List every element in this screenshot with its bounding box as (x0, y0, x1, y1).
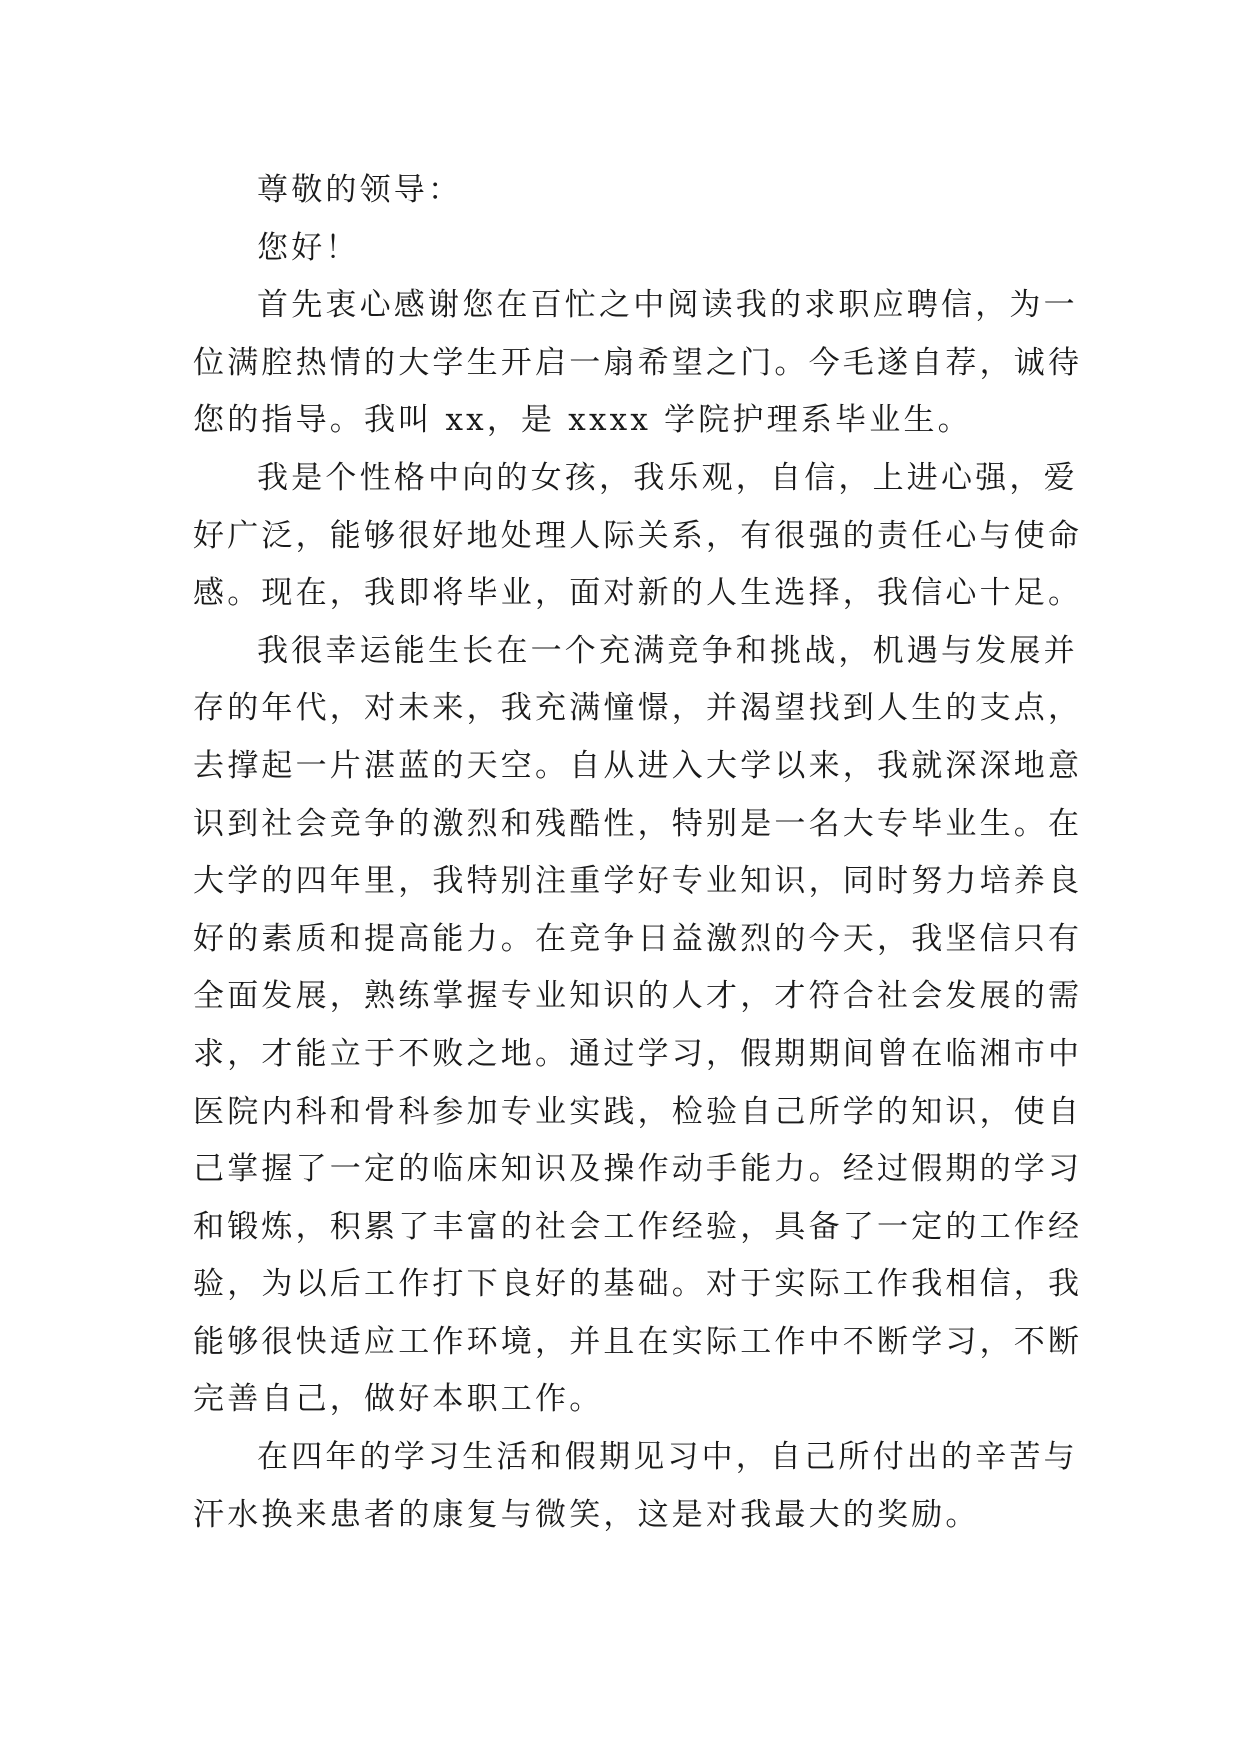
paragraph-2-line-1: 我是个性格中向的女孩，我乐观，自信，上进心强，爱 (257, 459, 1078, 496)
paragraph-2-line-2: 好广泛，能够很好地处理人际关系，有很强的责任心与使命 (193, 517, 1083, 554)
paragraph-3-line-6: 好的素质和提高能力。在竞争日益激烈的今天，我坚信只有 (193, 920, 1083, 957)
greeting: 您好！ (257, 229, 360, 266)
paragraph-3-line-7: 全面发展，熟练掌握专业知识的人才，才符合社会发展的需 (193, 978, 1083, 1015)
paragraph-1-line-1: 首先衷心感谢您在百忙之中阅读我的求职应聘信，为一 (257, 287, 1078, 324)
paragraph-4-line-1: 在四年的学习生活和假期见习中，自己所付出的辛苦与 (257, 1439, 1078, 1476)
paragraph-3-line-9: 医院内科和骨科参加专业实践，检验自己所学的知识，使自 (193, 1093, 1083, 1130)
paragraph-1-line-2: 位满腔热情的大学生开启一扇希望之门。今毛遂自荐，诚待 (193, 344, 1083, 381)
paragraph-4-line-2: 汗水换来患者的康复与微笑，这是对我最大的奖励。 (193, 1496, 980, 1533)
paragraph-3-line-4: 识到社会竞争的激烈和残酷性，特别是一名大专毕业生。在 (193, 805, 1083, 842)
salutation: 尊敬的领导： (257, 172, 463, 208)
paragraph-3-line-1: 我很幸运能生长在一个充满竞争和挑战，机遇与发展并 (257, 632, 1078, 669)
paragraph-3-line-11: 和锻炼，积累了丰富的社会工作经验，具备了一定的工作经 (193, 1208, 1083, 1245)
paragraph-1-line-3: 您的指导。我叫 xx，是 xxxx 学院护理系毕业生。 (193, 402, 972, 439)
paragraph-3-line-13: 能够很快适应工作环境，并且在实际工作中不断学习，不断 (193, 1323, 1083, 1360)
paragraph-3-line-14: 完善自己，做好本职工作。 (193, 1381, 604, 1418)
paragraph-3-line-10: 己掌握了一定的临床知识及操作动手能力。经过假期的学习 (193, 1151, 1083, 1188)
paragraph-3-line-12: 验，为以后工作打下良好的基础。对于实际工作我相信，我 (193, 1266, 1083, 1303)
paragraph-3-line-3: 去撑起一片湛蓝的天空。自从进入大学以来，我就深深地意 (193, 747, 1083, 784)
letter-body (193, 162, 1083, 1544)
paragraph-2-line-3: 感。现在，我即将毕业，面对新的人生选择，我信心十足。 (193, 575, 1083, 612)
paragraph-3-line-8: 求，才能立于不败之地。通过学习，假期期间曾在临湘市中 (193, 1035, 1083, 1072)
paragraph-3-line-5: 大学的四年里，我特别注重学好专业知识，同时努力培养良 (193, 863, 1083, 900)
paragraph-3-line-2: 存的年代，对未来，我充满憧憬，并渴望找到人生的支点， (193, 690, 1083, 727)
